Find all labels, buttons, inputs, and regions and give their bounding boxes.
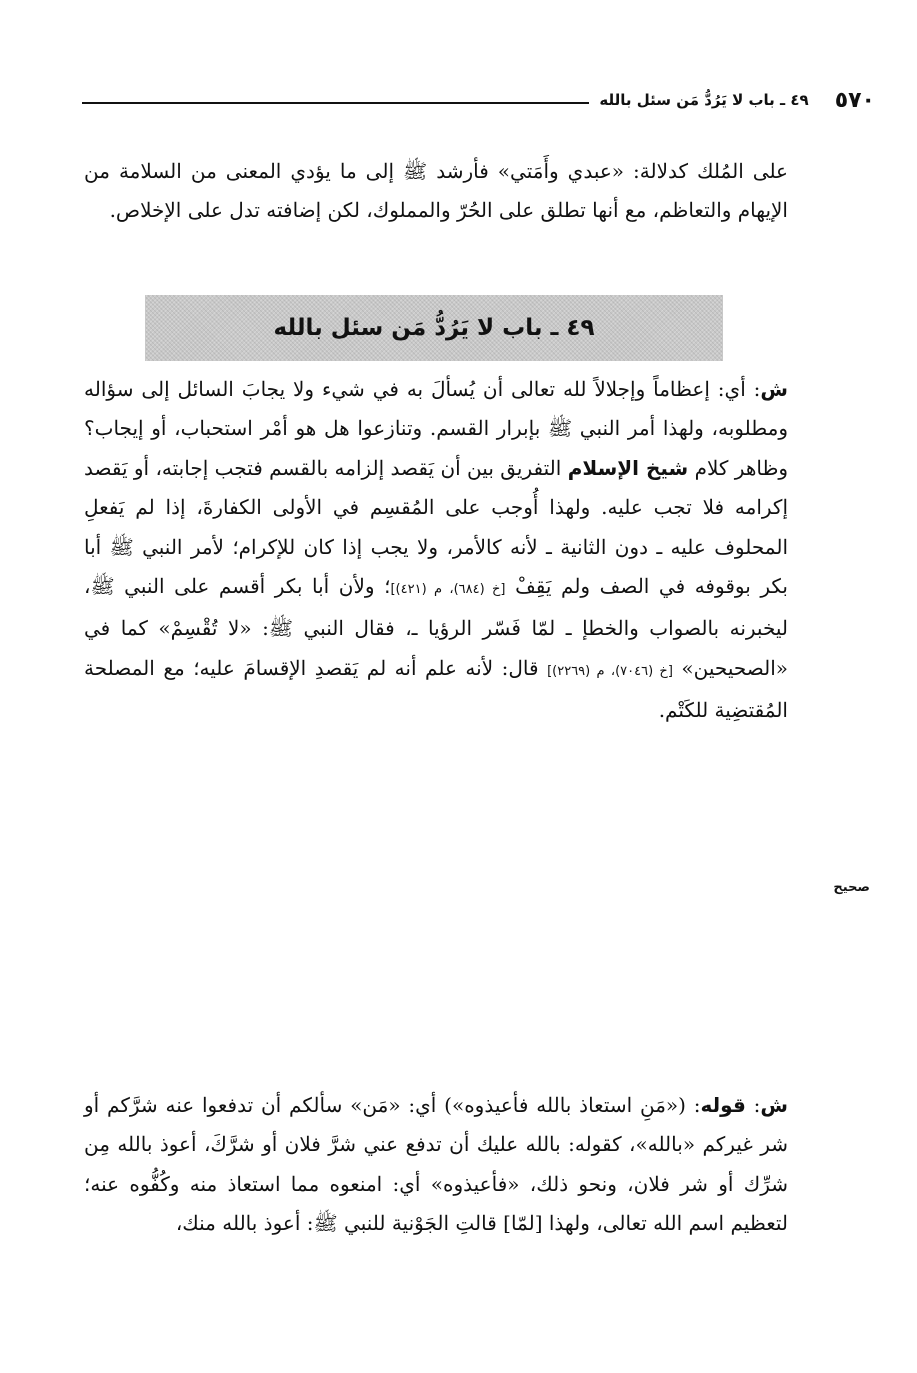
- page-number: ٥٧٠: [834, 87, 875, 113]
- commentary-paragraph-2: [84, 1086, 788, 1244]
- hadith-reference: [خ (٧٠٤٦)، م (٢٢٦٩)]: [547, 663, 673, 679]
- running-title: ٤٩ ـ باب لا يَرُدُّ مَن سئل بالله: [599, 91, 809, 109]
- chapter-banner: [145, 295, 723, 361]
- chapter-title: ٤٩ ـ باب لا يَرُدُّ مَن سئل بالله: [273, 315, 595, 341]
- commentary-segment: التفريق بين أن يَقصد إلزامه بالقسم فتجب إجابته، أو يَقصد إكرامه فلا تجب عليه. ولهذا أُوجب على المُقسِم في الأولى الكفارةَ، إذا لم يَفعلِ المحلوف عليه ـ دون الثانية ـ لأنه كالأمر، ولا يجب إذا كان للإكرام؛ لأمر النبي ﷺ أبا بكر بوقوفه في الصف ولم يَقِفْ: [84, 455, 789, 599]
- commentary-lead: ش: [760, 377, 788, 401]
- paragraph-text: على المُلك كدلالة: «عبدي وأَمَتي» فأرشد ﷺ إلى ما يؤدي المعنى من السلامة من الإيهام والتعاظم، مع أنها تطلق على الحُرّ والمملوك، لكن إضافته تدل على الإخلاص.: [84, 159, 788, 223]
- commentary-segment: قال: لأنه علم أنه لم يَقصدِ الإقسامَ عليه؛ مع المصلحة المُقتضِية للكَتْم.: [84, 655, 788, 723]
- paragraph-continuation: [84, 152, 788, 231]
- commentary-lead: ش: [760, 1093, 788, 1117]
- commentary-text: ش: قوله: («مَنِ استعاذ بالله فأعيذوه») أي: «مَن» سألكم أن تدفعوا عنه شرَّكم أو شر غيركم «بالله»، كقوله: بالله عليك أن تدفع عني شرَّ فلان أو شرَّكَ، أعوذ بالله مِن شرِّك أو شر فلان، ونحو ذلك، «فأعيذوه» أي: امنعوه مما استعاذ منه وكُفُّوه عنه؛ لتعظيم اسم الله تعالى، ولهذا [لمّا] قالتِ الجَوْنية للنبي ﷺ: أعوذ بالله منك،: [84, 1093, 788, 1236]
- commentary-segment: ؛ ولأن أبا بكر أقسم على النبي ﷺ، ليخبرنه بالصواب والخطإ ـ لمّا فَسّر الرؤيا ـ، فقال النبي ﷺ: «لا تُقْسِمْ» كما في «الصحيحين»: [84, 574, 789, 680]
- commentary-text: [84, 370, 788, 731]
- commentary-segment: : («مَنِ استعاذ بالله فأعيذوه») أي: «مَن» سألكم أن تدفعوا عنه شرَّكم أو شر غيركم «بالله»، كقوله: بالله عليك أن تدفع عني شرَّ فلان أو شرَّكَ، أعوذ بالله مِن شرِّك أو شر فلان، ونحو ذلك، «فأعيذوه» أي: امنعوه مما استعاذ منه وكُفُّوه عنه؛ لتعظيم اسم الله تعالى، ولهذا [لمّا] قالتِ الجَوْنية للنبي ﷺ: أعوذ بالله منك،: [84, 1093, 788, 1236]
- hadith-reference: [خ (٦٨٤)، م (٤٢١)]: [390, 582, 506, 598]
- header-rule: [82, 102, 589, 104]
- commentary-paragraph: [84, 370, 788, 731]
- shaykh-al-islam: شيخ الإسلام: [567, 455, 689, 480]
- page-header: [82, 84, 875, 116]
- qawluh-label: قوله: [700, 1093, 746, 1117]
- hadith-grade: صحيح: [833, 880, 870, 895]
- commentary-segment: : أي: إعظاماً وإجلالاً لله تعالى أن يُسألَ به في شيء ولا يجابَ السائل إلى سؤاله ومطلوبه، ولهذا أمر النبي ﷺ بإبرار القسم. وتنازعوا هل هو أمْر استحباب، أو إيجاب؟ وظاهر كلام: [84, 377, 789, 480]
